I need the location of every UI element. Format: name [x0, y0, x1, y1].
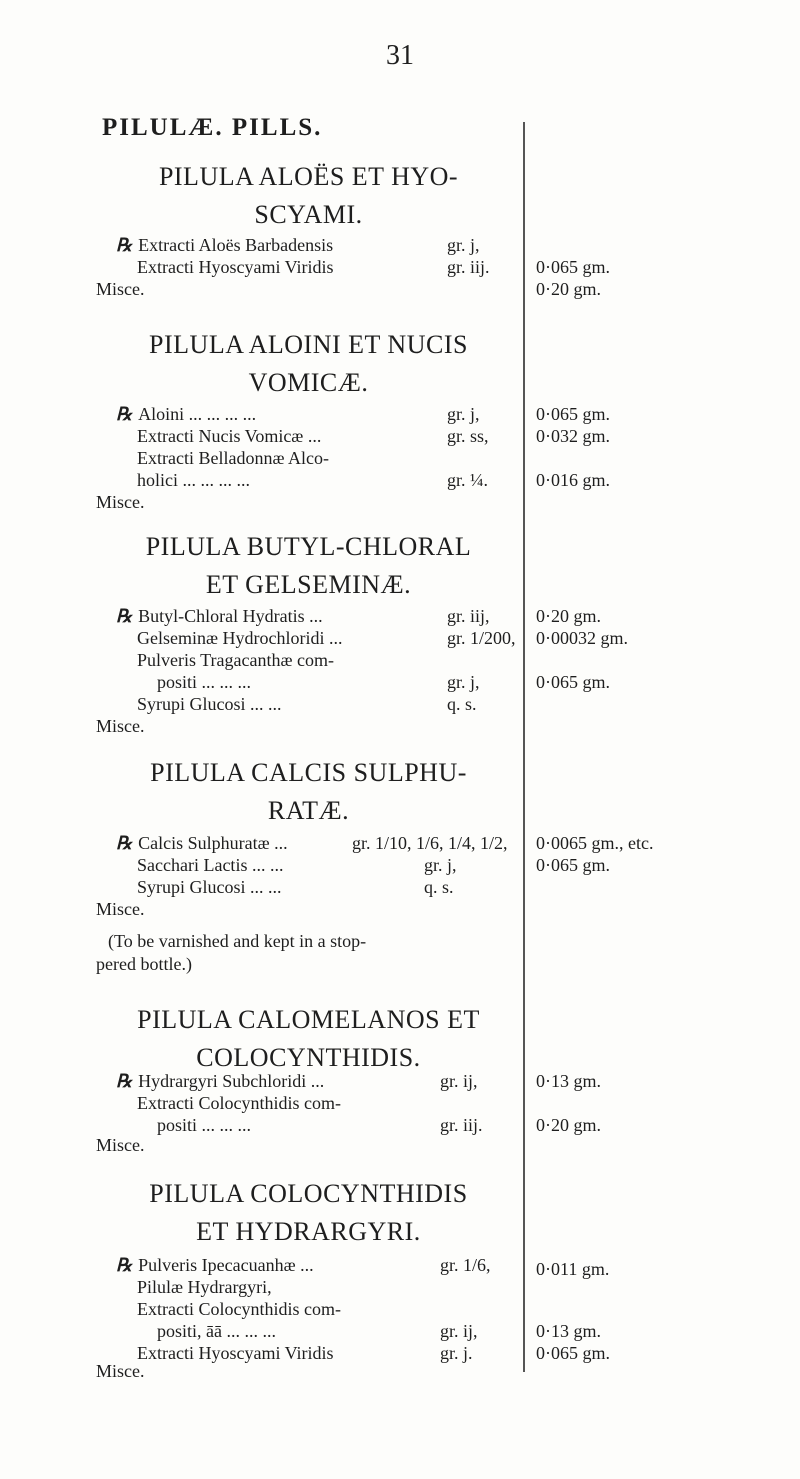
- metric-dose: 0·065 gm.: [536, 672, 610, 692]
- page-number: 31: [386, 40, 414, 71]
- ingredient-name: positi, āā ... ... ...: [157, 1321, 276, 1341]
- section-title-line: COLOCYNTHIDIS.: [196, 1043, 421, 1072]
- ingredient-name: Calcis Sulphuratæ ...: [138, 833, 288, 853]
- misce: Misce.: [96, 1361, 145, 1381]
- section-title-line: SCYAMI.: [254, 200, 363, 229]
- section-title: [96, 158, 521, 234]
- section-title-line: PILULA ALOINI ET NUCIS: [149, 330, 468, 359]
- ingredient-name: Extracti Hyoscyami Viridis: [137, 1343, 334, 1363]
- metric-dose: 0·032 gm.: [536, 426, 610, 446]
- section-title: [96, 1175, 521, 1251]
- ingredient-dose: gr. ¼.: [447, 470, 489, 490]
- ingredient-name: Extracti Hyoscyami Viridis: [137, 257, 334, 277]
- metric-dose: 0·065 gm.: [536, 257, 610, 277]
- section-title-line: PILULA ALOËS ET HYO-: [158, 162, 459, 191]
- recipe-symbol: ℞: [116, 833, 133, 853]
- note-line: (To be varnished and kept in a stop-: [108, 931, 367, 951]
- ingredient-dose: q. s.: [424, 877, 454, 897]
- ingredient-name: Gelseminæ Hydrochloridi ...: [137, 628, 343, 648]
- recipe-symbol: ℞: [116, 404, 133, 424]
- note-line: pered bottle.): [96, 954, 192, 974]
- ingredient-name: Pulveris Tragacanthæ com-: [137, 650, 334, 670]
- ingredient-dose: gr. 1/6,: [440, 1255, 491, 1275]
- ingredient-dose: gr. iij.: [440, 1115, 483, 1135]
- misce: Misce.: [96, 899, 145, 919]
- metric-dose: 0·20 gm.: [536, 279, 601, 299]
- ingredient-name: Pulveris Ipecacuanhæ ...: [138, 1255, 314, 1275]
- recipe-symbol: ℞: [116, 1071, 133, 1091]
- ingredient-name: Extracti Colocynthidis com-: [137, 1299, 341, 1319]
- section-title: [96, 528, 521, 604]
- section-title-line: VOMICÆ.: [248, 368, 369, 397]
- section-title: [96, 754, 521, 830]
- metric-dose: 0·20 gm.: [536, 606, 601, 626]
- metric-dose: 0·0065 gm., etc.: [536, 833, 654, 853]
- ingredient-dose: gr. iij,: [447, 606, 490, 626]
- metric-dose: 0·13 gm.: [536, 1321, 601, 1341]
- ingredient-line: [116, 1254, 314, 1276]
- ingredient-name: positi ... ... ...: [157, 1115, 252, 1135]
- ingredient-dose: gr. ss,: [447, 426, 489, 446]
- ingredient-name: Extracti Belladonnæ Alco-: [137, 448, 329, 468]
- ingredient-dose: gr. 1/200,: [447, 628, 516, 648]
- ingredient-dose: gr. ij,: [440, 1321, 478, 1341]
- ingredient-name: Extracti Colocynthidis com-: [137, 1093, 341, 1113]
- ingredient-name: Aloini ... ... ... ...: [138, 404, 257, 424]
- section-title: [96, 1001, 521, 1077]
- section-title: [96, 326, 521, 402]
- section-title-line: PILULA COLOCYNTHIDIS: [149, 1179, 468, 1208]
- metric-dose: 0·065 gm.: [536, 404, 610, 424]
- section-title-line: ET GELSEMINÆ.: [205, 570, 412, 599]
- section-title-line: ET HYDRARGYRI.: [196, 1217, 421, 1246]
- metric-dose: 0·065 gm.: [536, 1343, 610, 1363]
- ingredient-dose: gr. ij,: [440, 1071, 478, 1091]
- metric-dose: 0·016 gm.: [536, 470, 610, 490]
- ingredient-name: holici ... ... ... ...: [137, 470, 250, 490]
- metric-dose: 0·20 gm.: [536, 1115, 601, 1135]
- ingredient-name: Extracti Aloës Barbadensis: [138, 235, 334, 255]
- misce: Misce.: [96, 1135, 145, 1155]
- ingredient-dose: gr. j,: [447, 235, 480, 255]
- metric-dose: 0·065 gm.: [536, 855, 610, 875]
- ingredient-line: [116, 832, 288, 854]
- note: [96, 930, 521, 976]
- ingredient-line: [116, 403, 256, 425]
- ingredient-line: [116, 605, 323, 627]
- metric-dose: 0·13 gm.: [536, 1071, 601, 1091]
- ingredient-dose: gr. j.: [440, 1343, 473, 1363]
- ingredient-name: Syrupi Glucosi ... ...: [137, 877, 282, 897]
- ingredient-name: Extracti Nucis Vomicæ ...: [137, 426, 322, 446]
- ingredient-line: [116, 234, 333, 256]
- ingredient-name: Butyl-Chloral Hydratis ...: [138, 606, 323, 626]
- section-title-line: RATÆ.: [267, 796, 350, 825]
- metric-dose: 0·00032 gm.: [536, 628, 628, 648]
- section-title-line: PILULA CALCIS SULPHU-: [150, 758, 467, 787]
- column-divider: [523, 122, 525, 1372]
- ingredient-dose: gr. j,: [447, 672, 480, 692]
- ingredient-dose: gr. iij.: [447, 257, 490, 277]
- metric-dose: 0·011 gm.: [536, 1259, 610, 1279]
- ingredient-line: [116, 1070, 324, 1092]
- recipe-symbol: ℞: [116, 235, 133, 255]
- section-title-line: PILULA CALOMELANOS ET: [137, 1005, 480, 1034]
- section-title-line: PILULA BUTYL-CHLORAL: [145, 532, 472, 561]
- misce: Misce.: [96, 716, 145, 736]
- ingredient-name: Hydrargyri Subchloridi ...: [138, 1071, 325, 1091]
- recipe-symbol: ℞: [116, 1255, 133, 1275]
- ingredient-name: Sacchari Lactis ... ...: [137, 855, 284, 875]
- ingredient-dose: gr. 1/10, 1/6, 1/4, 1/2,: [352, 833, 508, 853]
- ingredient-name: Pilulæ Hydrargyri,: [137, 1277, 272, 1297]
- ingredient-dose: gr. j,: [447, 404, 480, 424]
- ingredient-dose: gr. j,: [424, 855, 457, 875]
- misce: Misce.: [96, 279, 145, 299]
- recipe-symbol: ℞: [116, 606, 133, 626]
- ingredient-dose: q. s.: [447, 694, 477, 714]
- misce: Misce.: [96, 492, 145, 512]
- page-header: PILULÆ. PILLS.: [102, 114, 323, 141]
- ingredient-name: positi ... ... ...: [157, 672, 252, 692]
- ingredient-name: Syrupi Glucosi ... ...: [137, 694, 282, 714]
